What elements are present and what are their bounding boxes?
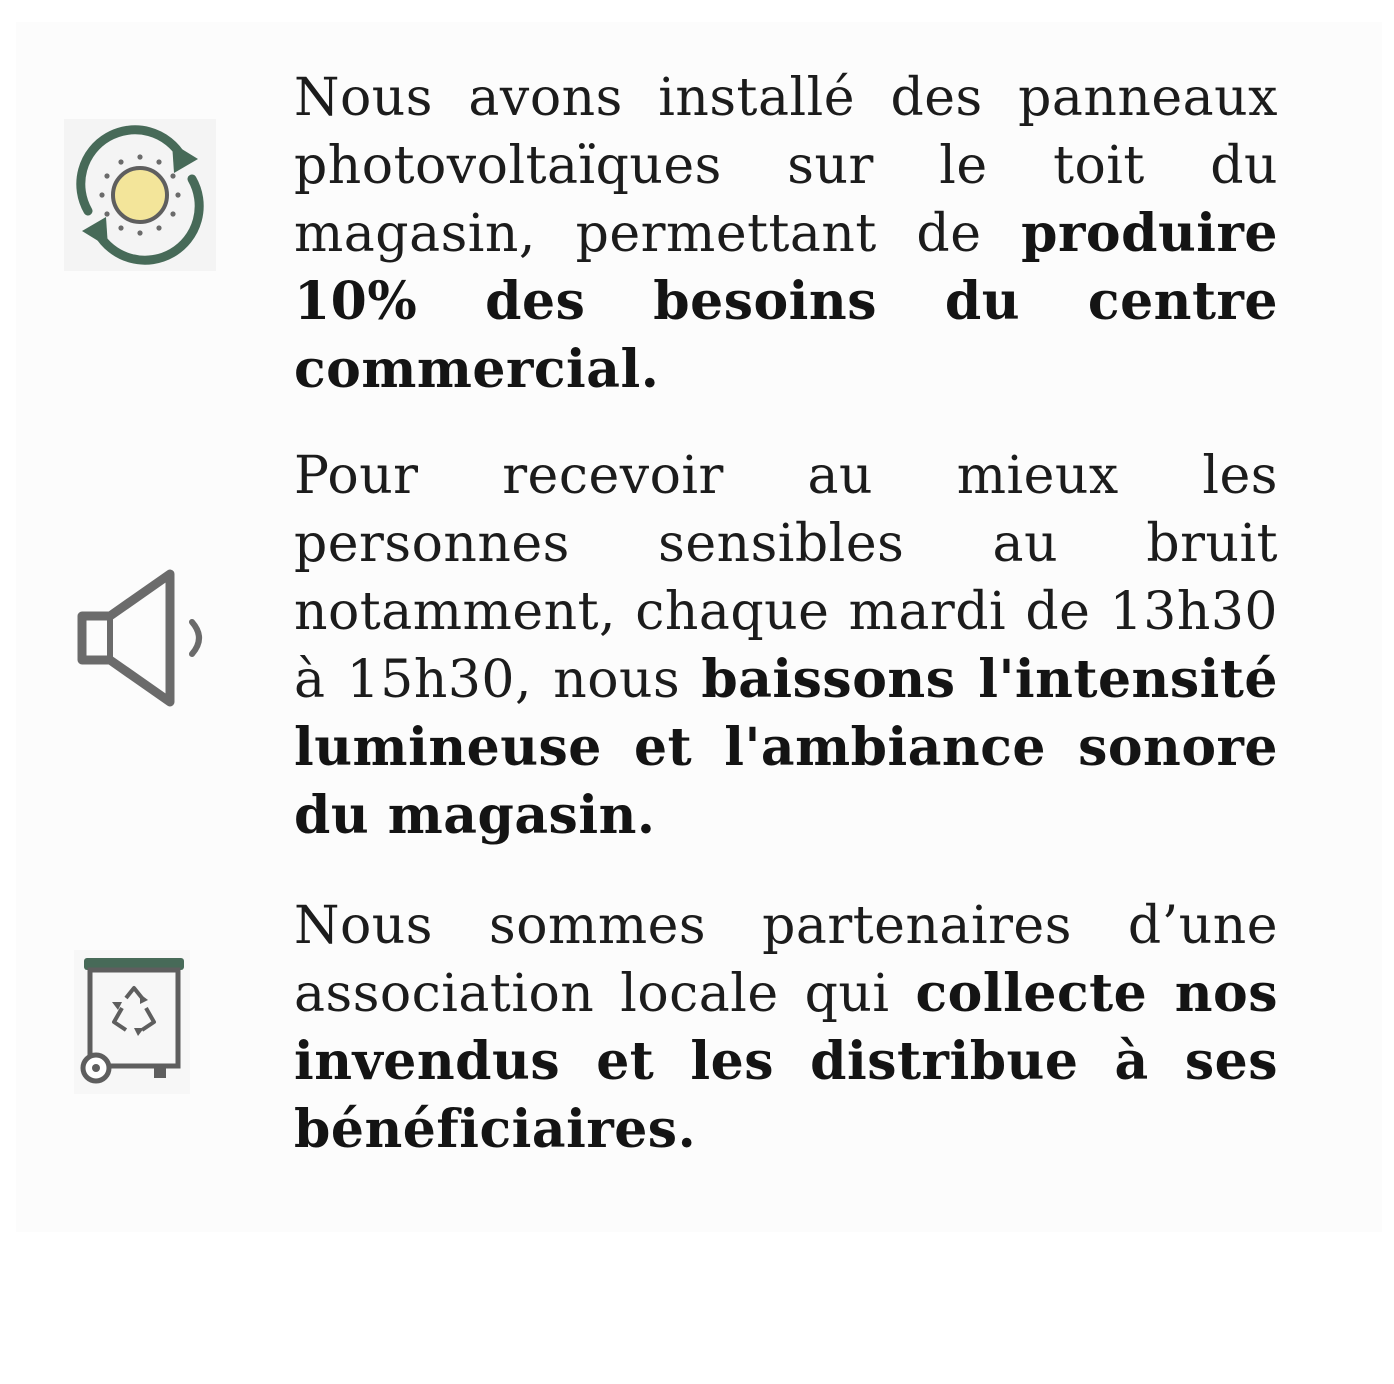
speaker-icon bbox=[74, 568, 214, 708]
solar-highlight: produire 10% des besoins du centre commercial. bbox=[294, 203, 1278, 400]
donation-description bbox=[294, 892, 1278, 1164]
solar-cycle-icon bbox=[64, 119, 216, 271]
sound-description bbox=[294, 442, 1278, 850]
donation-highlight: collecte nos invendus et les distribue à ses bénéficiaires. bbox=[294, 963, 1278, 1160]
solar-description bbox=[294, 64, 1278, 404]
sound-highlight: baissons l'intensité lumineuse et l'ambiance sonore du magasin. bbox=[294, 649, 1278, 846]
solar-text: Nous avons installé des panneaux photovoltaïques sur le toit du magasin, permettant de bbox=[294, 68, 1278, 264]
sound-text: Pour recevoir au mieux les personnes sensibles au bruit notamment, chaque mardi de 13h30 à 15h30, nous bbox=[294, 446, 1278, 710]
donation-text: Nous sommes partenaires d’une association locale qui bbox=[294, 896, 1278, 1024]
recycling-bin-icon bbox=[74, 950, 190, 1094]
